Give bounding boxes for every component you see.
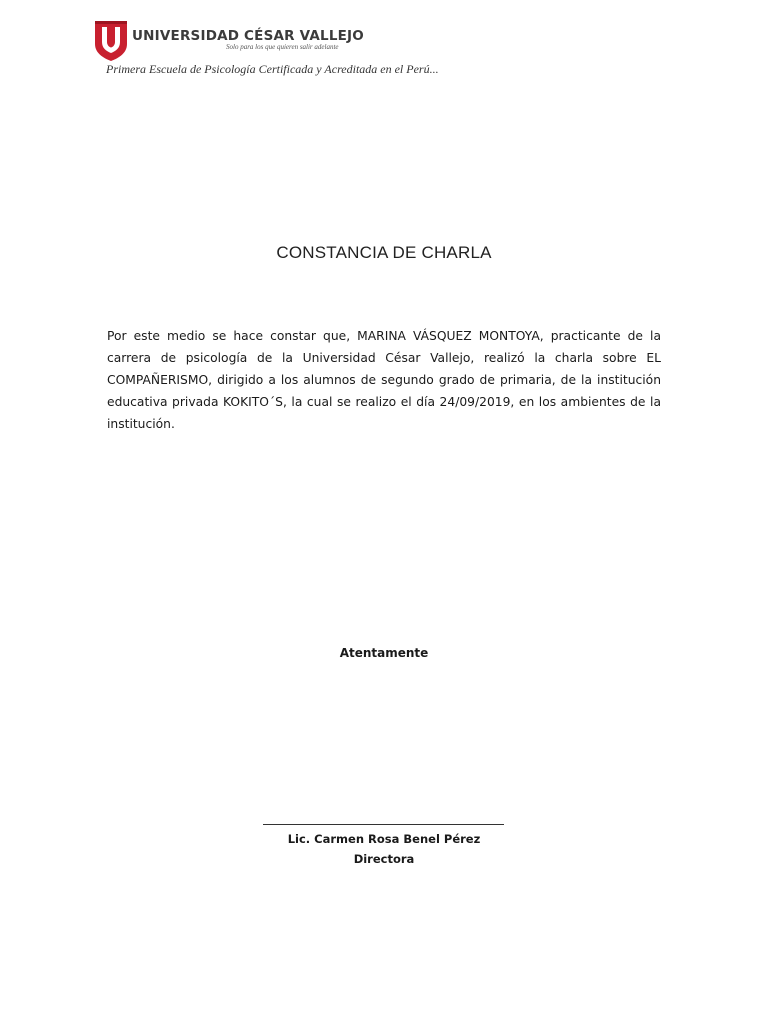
signer-role: Directora <box>353 852 415 866</box>
ucv-shield-emblem-icon <box>94 20 128 62</box>
institution-name: UNIVERSIDAD CÉSAR VALLEJO <box>132 28 364 44</box>
institution-slogan: Solo para los que quieren salir adelante <box>226 43 339 51</box>
closing-text: Atentamente <box>339 646 429 660</box>
document-title: CONSTANCIA DE CHARLA <box>276 243 492 262</box>
logo-text-block <box>132 29 364 52</box>
signature-line <box>263 824 504 825</box>
university-logo <box>94 20 364 64</box>
body-paragraph: Por este medio se hace constar que, MARINA VÁSQUEZ MONTOYA, practicante de la carrera de psicología de la Universidad César Vallejo, realizó la charla sobre EL COMPAÑERISMO, dirigido a los alumnos de segundo grado de primaria, de la institución educativa privada KOKITO´S, la cual se realizo el día 24/09/2019, en los ambientes de la institución. <box>107 329 661 431</box>
signer-name: Lic. Carmen Rosa Benel Pérez <box>287 832 481 846</box>
header-tagline: Primera Escuela de Psicología Certificada y Acreditada en el Perú... <box>106 62 439 76</box>
